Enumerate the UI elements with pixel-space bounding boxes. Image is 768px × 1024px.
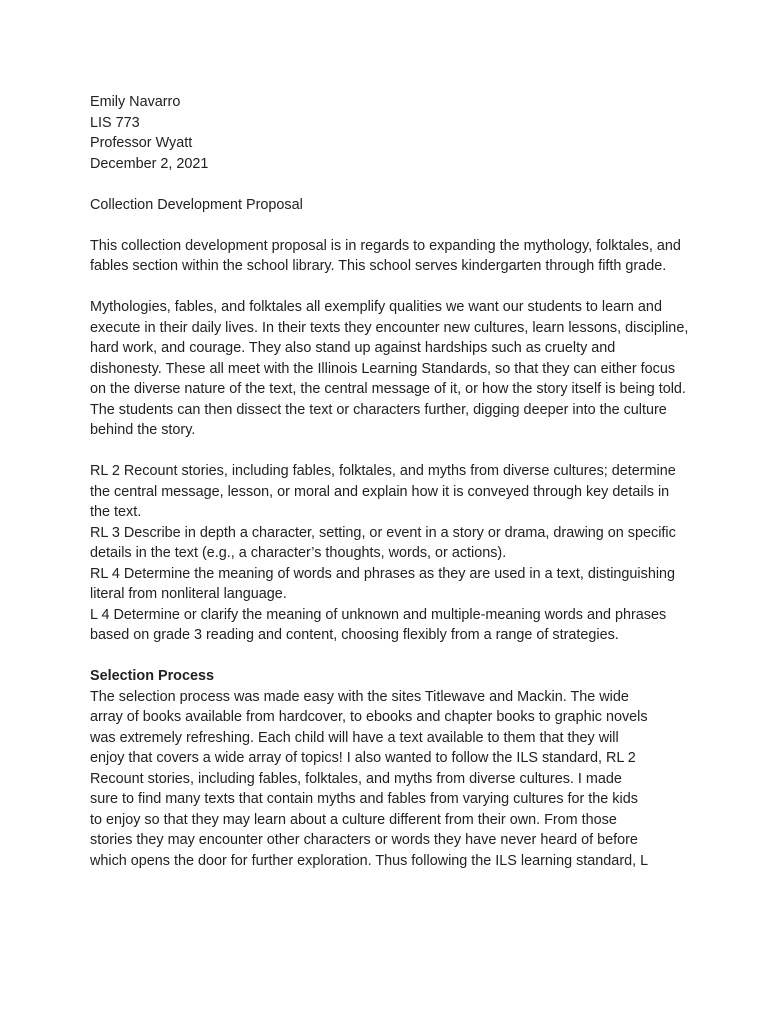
selection-paragraph [90,687,690,872]
rationale-paragraph: Mythologies, fables, and folktales all exemplify qualities we want our students to learn and execute in their daily lives. In their texts they encounter new cultures, learn lessons, discipline, hard work, and courage. They also stand up against hardships such as cruelty and dishonesty. These all meet with the Illinois Learning Standards, so that they can either focus on the diverse nature of the text, the central message of it, or how the story itself is being told. The students can then dissect the text or characters further, digging deeper into the culture behind the story. [90,299,689,438]
spacer [90,174,690,195]
intro-paragraph: This collection development proposal is in regards to expanding the mythology, folktales, and fables section within the school library. This school serves kindergarten through fifth grade. [90,237,681,274]
document-page [90,92,690,871]
selection-line: sure to find many texts that contain myths and fables from varying cultures for the kids [90,791,638,807]
document-title: Collection Development Proposal [90,196,303,213]
selection-line: enjoy that covers a wide array of topics! I also wanted to follow the ILS standard, RL 2 [90,750,636,766]
standard-l4: L 4 Determine or clarify the meaning of unknown and multiple-meaning words and phrases based on grade 3 reading and content, choosing flexibly from a range of strategies. [90,606,667,643]
selection-line: stories they may encounter other characters or words they have never heard of before [90,832,638,848]
professor-name: Professor Wyatt [90,135,193,151]
selection-line: which opens the door for further exploration. Thus following the ILS learning standard, L [90,852,649,869]
standard-rl3: RL 3 Describe in depth a character, setting, or event in a story or drama, drawing on specific details in the text (e.g., a character’s thoughts, words, or actions). [90,524,676,561]
standard-rl4: RL 4 Determine the meaning of words and phrases as they are used in a text, distinguishing literal from nonliteral language. [90,565,676,602]
author-name: Emily Navarro [90,94,181,110]
selection-line: The selection process was made easy with the sites Titlewave and Mackin. The wide [90,688,629,705]
selection-line: was extremely refreshing. Each child will have a text available to them that they will [90,729,619,746]
spacer [90,277,690,298]
course-code: LIS 773 [90,114,140,131]
standard-rl2: RL 2 Recount stories, including fables, folktales, and myths from diverse cultures; determine the central message, lesson, or moral and explain how it is conveyed through key details in the text. [90,463,676,520]
selection-line: to enjoy so that they may learn about a culture different from their own. From those [90,811,617,828]
section-heading-selection: Selection Process [90,668,214,684]
spacer [90,441,690,462]
document-date: December 2, 2021 [90,155,209,172]
document-header [90,92,690,174]
standards-list [90,461,690,646]
selection-line: array of books available from hardcover, to ebooks and chapter books to graphic novels [90,709,648,725]
spacer [90,646,690,667]
selection-line: Recount stories, including fables, folktales, and myths from diverse cultures. I made [90,770,622,787]
spacer [90,215,690,236]
